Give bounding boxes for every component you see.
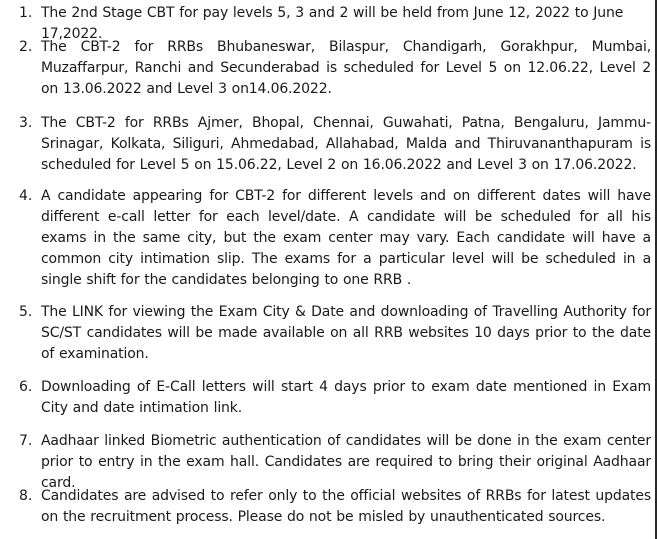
item-text: Aadhaar linked Biometric authentication of candidates will be done in the exam center prior to entry in the exam hall. Candidates are required to bring their original Aadhaar card.	[41, 433, 651, 491]
item-number: 8.	[19, 488, 33, 504]
item-number: 5.	[19, 304, 33, 320]
item-number: 7.	[19, 433, 33, 449]
item-number: 6.	[19, 379, 33, 395]
item-text: A candidate appearing for CBT-2 for different levels and on different dates will have different e-call letter for each level/date. A candidate will be scheduled for all his exams in the same city, but the exam center may vary. Each candidate will have a common city intimation slip. The exams for a particular level will be scheduled in a single shift for the candidates belonging to one RRB .	[41, 188, 651, 288]
item-text: The 2nd Stage CBT for pay levels 5, 3 and 2 will be held from June 12, 2022 to June 17,2022.	[41, 5, 624, 42]
item-text: Candidates are advised to refer only to the official websites of RRBs for latest updates on the recruitment process. Please do not be misled by unauthenticated sources.	[41, 488, 651, 525]
item-text: The CBT-2 for RRBs Bhubaneswar, Bilaspur, Chandigarh, Gorakhpur, Mumbai, Muzaffarpur, Ranchi and Secunderabad is scheduled for Level 5 on 12.06.22, Level 2 on 13.06.2022 and Level 3 on14.06.2022.	[41, 39, 651, 97]
item-text: The LINK for viewing the Exam City & Date and downloading of Travelling Authority for SC/ST candidates will be made available on all RRB websites 10 days prior to the date of examination.	[41, 304, 651, 362]
item-number: 1.	[19, 5, 33, 21]
item-number: 2.	[19, 39, 33, 55]
item-text: Downloading of E-Call letters will start 4 days prior to exam date mentioned in Exam City and date intimation link.	[41, 379, 651, 416]
item-number: 3.	[19, 115, 33, 131]
item-number: 4.	[19, 188, 33, 204]
item-text: The CBT-2 for RRBs Ajmer, Bhopal, Chennai, Guwahati, Patna, Bengaluru, Jammu-Srinagar, Kolkata, Siliguri, Ahmedabad, Allahabad, Malda and Thiruvananthapuram is scheduled for Level 5 on 15.06.22, Level 2 on 16.06.2022 and Level 3 on 17.06.2022.	[41, 115, 651, 173]
